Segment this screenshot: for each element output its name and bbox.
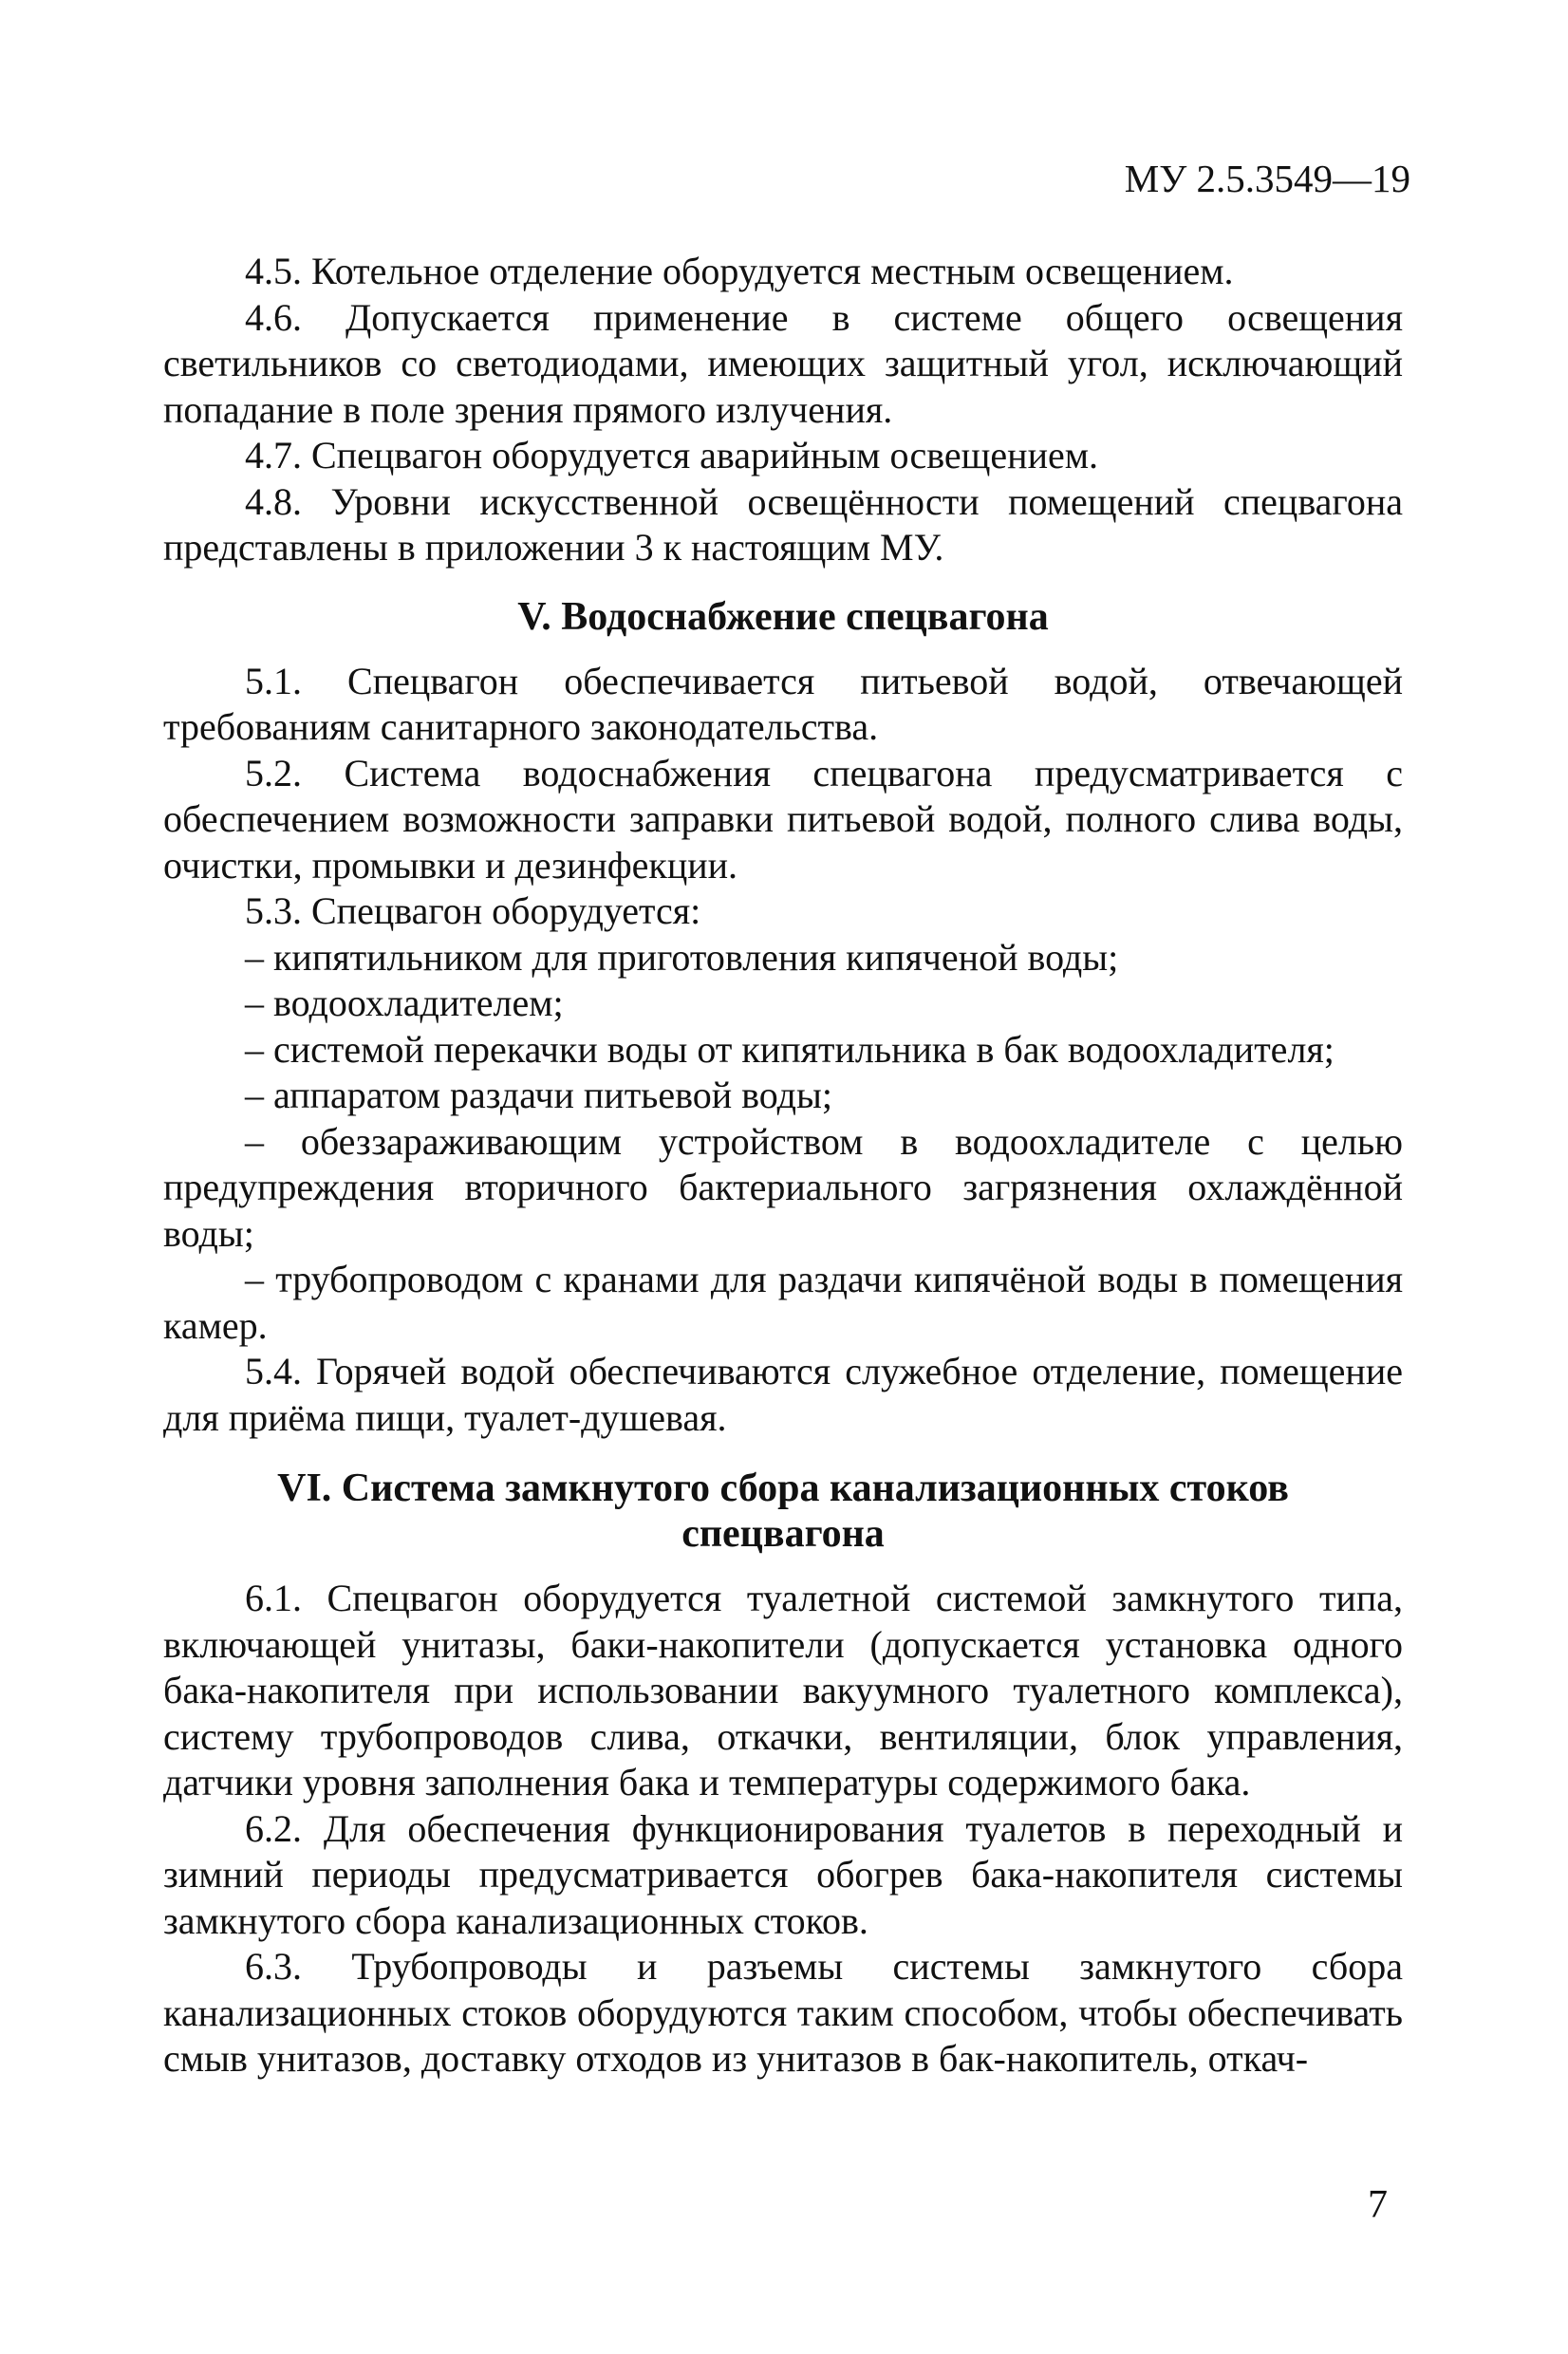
- paragraph-5-2: 5.2. Система водоснабжения спецвагона предусматривается с обеспечением возможности заправки питьевой водой, полного слива воды, очистки, промывки и дезинфекции.: [163, 751, 1403, 887]
- page-body: [163, 249, 1403, 2083]
- section-6-title-line-2: спецвагона: [681, 1512, 885, 1556]
- paragraph-4-7: 4.7. Спецвагон оборудуется аварийным освещением.: [245, 434, 1099, 476]
- paragraph-4-5: 4.5. Котельное отделение оборудуется местным освещением.: [245, 250, 1234, 292]
- section-6-title: [163, 1466, 1403, 1557]
- paragraph-5-1: 5.1. Спецвагон обеспечивается питьевой водой, отвечающей требованиям санитарного законодательства.: [163, 659, 1403, 748]
- paragraph-5-3: 5.3. Спецвагон оборудуется:: [245, 889, 701, 932]
- section-6-title-line-1: VI. Система замкнутого сбора канализационных стоков: [277, 1467, 1289, 1510]
- paragraph-5-4: 5.4. Горячей водой обеспечиваются служебное отделение, помещение для приёма пищи, туалет-душевая.: [163, 1350, 1403, 1439]
- page-number: 7: [1368, 2183, 1388, 2227]
- list-item: – трубопроводом с кранами для раздачи кипячёной воды в помещения камер.: [163, 1258, 1403, 1347]
- paragraph-6-3: 6.3. Трубопроводы и разъемы системы замкнутого сбора канализационных стоков оборудуются таким способом, чтобы обеспечивать смыв унитазов, доставку отходов из унитазов в бак-накопитель, откач-: [163, 1945, 1403, 2080]
- paragraph-6-1: 6.1. Спецвагон оборудуется туалетной системой замкнутого типа, включающей унитазы, баки-накопители (допускается установка одного бака-накопителя при использовании вакуумного туалетного комплекса), систему трубопроводов слива, откачки, вентиляции, блок управления, датчики уровня заполнения бака и температуры содержимого бака.: [163, 1577, 1403, 1803]
- list-item: – водоохладителем;: [245, 981, 564, 1024]
- list-item: – аппаратом раздачи питьевой воды;: [245, 1074, 832, 1116]
- document-code: МУ 2.5.3549—19: [1124, 157, 1410, 200]
- list-item: – обеззараживающим устройством в водоохладителе с целью предупреждения вторичного бактериального загрязнения охлаждённой воды;: [163, 1119, 1403, 1255]
- paragraph-4-8: 4.8. Уровни искусственной освещённости помещений спецвагона представлены в приложении 3 к настоящим МУ.: [163, 479, 1403, 569]
- section-5-title: V. Водоснабжение спецвагона: [517, 594, 1049, 639]
- list-item: – кипятильником для приготовления кипяченой воды;: [245, 935, 1119, 979]
- list-item: – системой перекачки воды от кипятильника в бак водоохладителя;: [245, 1027, 1335, 1071]
- paragraph-4-6: 4.6. Допускается применение в системе общего освещения светильников со светодиодами, имеющих защитный угол, исключающий попадание в поле зрения прямого излучения.: [163, 295, 1403, 431]
- paragraph-6-2: 6.2. Для обеспечения функционирования туалетов в переходный и зимний периоды предусматривается обогрев бака-накопителя системы замкнутого сбора канализационных стоков.: [163, 1806, 1403, 1942]
